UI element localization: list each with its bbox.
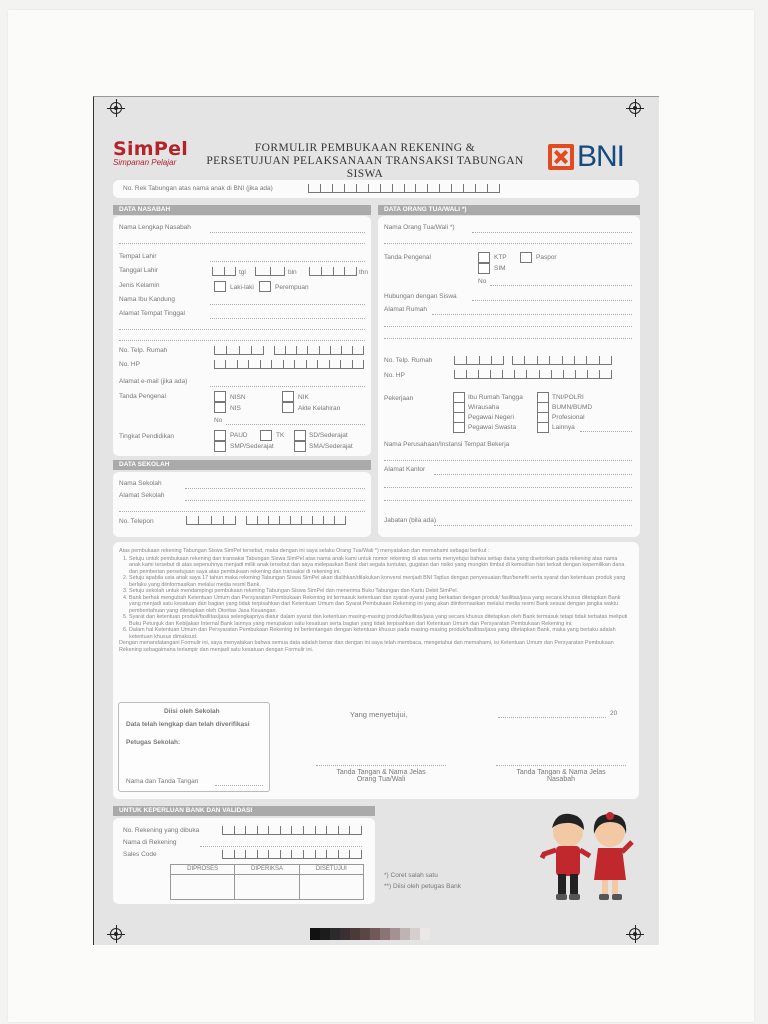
label-lainnya: Lainnya xyxy=(552,424,575,431)
label-alamat-sekolah: Alamat Sekolah xyxy=(119,492,165,499)
checkbox-lainnya[interactable] xyxy=(537,422,549,433)
label-hp: No. HP xyxy=(119,361,140,368)
label-alamat-kantor: Alamat Kantor xyxy=(384,466,426,473)
section-heading-nasabah: DATA NASABAH xyxy=(113,205,371,215)
form-title-line2: PERSETUJUAN PELAKSANAAN TRANSAKSI TABUNGAN SISWA xyxy=(206,155,524,180)
label-email: Alamat e-mail (jika ada) xyxy=(119,378,188,385)
label-perusahaan: Nama Perusahaan/Instansi Tempat Bekerja xyxy=(384,441,510,448)
checkbox-nis[interactable] xyxy=(214,402,226,413)
alamat-sekolah-field-2[interactable] xyxy=(119,511,365,512)
school-box-line1: Data telah lengkap dan telah diverifikasi xyxy=(126,721,250,728)
checkbox-swasta[interactable] xyxy=(453,422,465,433)
checkbox-perempuan[interactable] xyxy=(259,281,271,292)
bni-text: BNI xyxy=(577,140,625,173)
checkbox-sd[interactable] xyxy=(294,430,306,441)
checkbox-nik[interactable] xyxy=(282,391,294,402)
bln-input[interactable] xyxy=(255,267,285,276)
label-tgl: tgl xyxy=(239,269,246,276)
terms-item: 4. Bank berhak mengubah Ketentuan Umum dan Persyaratan Pembukaan Rekening ini termasuk ketentuan dan syarat-syarat yang berkaitan dengan produk/ fasilitas/jasa yang secara khusus ditetapkan Bank yang menjadi satu kesatuan dan bagian yang tidak terpisahkan dari Ketentuan Umum dan Syarat Pembukaan Rekening ini yang akan diinformasikan melalui media resmi Bank sesuai dengan jangka waktu pemberitahuan yang ditetapkan oleh Otoritas Jasa Keuangan. xyxy=(129,595,629,615)
account-label: No. Rek Tabungan atas nama anak di BNI (jika ada) xyxy=(123,185,273,192)
nasabah-signature-line1: Tanda Tangan & Nama Jelas xyxy=(516,769,606,776)
label-nama-ortu: Nama Orang Tua/Wali *) xyxy=(384,224,455,231)
label-paspor: Paspor xyxy=(536,254,557,261)
label-pekerjaan: Pekerjaan xyxy=(384,395,414,402)
checkbox-paud[interactable] xyxy=(214,430,226,441)
terms-item: 6. Dalam hal Ketentuan Umum dan Persyaratan Pembukaan Rekening ini bertentangan dengan ketentuan khusus pada masing-masing produk/fasilitas/jasa yang ditetapkan Bank, maka yang berlaku adalah ketentuan khusus dimaksud. xyxy=(129,627,629,640)
section-heading-bank: UNTUK KEPERLUAN BANK DAN VALIDASI xyxy=(113,806,375,816)
label-ibu-kandung: Nama Ibu Kandung xyxy=(119,296,176,303)
telp-rumah-ortu-input[interactable] xyxy=(512,356,612,365)
label-laki: Laki-laki xyxy=(230,284,254,291)
label-bumn: BUMN/BUMD xyxy=(552,404,593,411)
label-tingkat-pendidikan: Tingkat Pendidikan xyxy=(119,433,175,440)
checkbox-paspor[interactable] xyxy=(520,252,532,263)
perusahaan-field[interactable] xyxy=(384,460,632,461)
label-sma: SMA/Sederajat xyxy=(309,443,353,450)
no-rekening-dibuka-input[interactable] xyxy=(222,826,362,835)
label-akte: Akte Kelahiran xyxy=(298,405,341,412)
checkbox-laki[interactable] xyxy=(214,281,226,292)
terms-item: 3. Setuju sekolah untuk mendampingi pembukaan rekening Tabungan Siswa SimPel dan menerima Buku Tabungan dan Kartu Debit SimPel. xyxy=(129,588,629,595)
label-sales-code: Sales Code xyxy=(123,851,157,858)
tempat-lahir-field[interactable] xyxy=(210,261,365,262)
telepon-sekolah-input[interactable] xyxy=(246,516,346,525)
validation-table xyxy=(170,864,364,900)
label-jenis-kelamin: Jenis Kelamin xyxy=(119,282,160,289)
col-diperiksa: DIPERIKSA xyxy=(235,865,298,875)
lainnya-field[interactable] xyxy=(580,431,632,432)
label-thn: thn xyxy=(359,269,369,276)
nasabah-signature-line[interactable] xyxy=(496,765,626,766)
ortu-signature-line2: Orang Tua/Wali xyxy=(356,776,406,783)
logo-title: SimPel xyxy=(113,138,189,160)
hp-input[interactable] xyxy=(214,360,364,369)
bni-logo xyxy=(548,140,624,174)
col-diproses: DIPROSES xyxy=(171,865,234,875)
alamat-kantor-field[interactable] xyxy=(434,474,632,475)
label-sim: SIM xyxy=(494,265,506,272)
terms-item: 1. Setuju untuk pembukaan rekening dan transaksi Tabungan Siswa SimPel atas nama anak kami untuk nomor rekening di atas serta menyetujui bahwa setiap dana yang disetorkan pada rekening atas nama anak kami tersebut di atas sepenuhnya menjadi milik anak tersebut dan saya melepaskan Bank dari segala tuntutan, gugatan dan risiko yang mungkin timbul di kemudian hari terkait dengan kepemilikan dana dan pemberian persetujuan saya atas pembukaan rekening dan transaksi di rekening ini. xyxy=(129,556,629,576)
registration-mark-icon xyxy=(629,928,641,940)
email-field[interactable] xyxy=(210,386,365,387)
label-bln: bln xyxy=(288,269,297,276)
thn-input[interactable] xyxy=(309,267,357,276)
label-telp-rumah: No. Telp. Rumah xyxy=(119,347,168,354)
label-nama-sekolah: Nama Sekolah xyxy=(119,480,162,487)
telp-rumah-input[interactable] xyxy=(274,346,364,355)
students-illustration-icon xyxy=(536,808,638,906)
nama-rekening-field[interactable] xyxy=(200,846,362,847)
school-box-title: Diisi oleh Sekolah xyxy=(164,708,220,715)
alamat-kantor-field-3[interactable] xyxy=(384,500,632,501)
label-perempuan: Perempuan xyxy=(275,284,309,291)
label-ktp: KTP xyxy=(494,254,507,261)
checkbox-sma[interactable] xyxy=(294,441,306,452)
label-nik: NIK xyxy=(298,394,309,401)
checkbox-tk[interactable] xyxy=(260,430,272,441)
label-alamat: Alamat Tempat Tinggal xyxy=(119,310,185,317)
nasabah-signature-line2: Nasabah xyxy=(546,776,576,783)
date-field[interactable] xyxy=(498,717,606,718)
no-identitas-field[interactable] xyxy=(226,424,365,425)
ortu-signature-line[interactable] xyxy=(316,765,446,766)
label-telepon-sekolah: No. Telepon xyxy=(119,518,154,525)
terms-text xyxy=(119,548,629,654)
label-profesional: Profesional xyxy=(552,414,585,421)
label-no-rekening-dibuka: No. Rekening yang dibuka xyxy=(123,827,200,834)
terms-item: 5. Syarat dan ketentuan produk/fasilitas/jasa selengkapnya diatur dalam syarat dan ketentuan masing-masing produk/fasilitas/jasa yang secara khusus ditetapkan oleh Bank termasuk tetapi tidak terbatas meliputi Buku Petunjuk dan Kebijakan Internal Bank lainnya yang merupakan satu kesatuan serta bagian yang tidak terpisahkan dari Ketentuan Umum dan Persyaratan Pembukaan Rekening ini. xyxy=(129,614,629,627)
bni-mark-icon xyxy=(548,144,574,170)
label-hp-ortu: No. HP xyxy=(384,372,405,379)
note-coret: *) Coret salah satu xyxy=(384,872,438,879)
form-title xyxy=(200,142,530,181)
checkbox-ktp[interactable] xyxy=(478,252,490,263)
date-suffix: 20 xyxy=(610,710,618,717)
alamat-ortu-field-3[interactable] xyxy=(384,338,632,339)
hubungan-field[interactable] xyxy=(472,300,632,301)
nama-ortu-field-2[interactable] xyxy=(384,243,632,244)
checkbox-smp[interactable] xyxy=(214,441,226,452)
registration-mark-icon xyxy=(110,928,122,940)
label-tanda-pengenal-ortu: Tanda Pengenal xyxy=(384,254,431,261)
nasabah-signature-caption xyxy=(496,769,626,783)
telp-rumah-ortu-area-input[interactable] xyxy=(454,356,504,365)
ibu-kandung-field[interactable] xyxy=(210,304,365,305)
hp-ortu-input[interactable] xyxy=(454,370,612,379)
alamat-ortu-field[interactable] xyxy=(432,314,632,315)
label-smp: SMP/Sederajat xyxy=(230,443,274,450)
telp-rumah-area-input[interactable] xyxy=(214,346,264,355)
nasabah-box xyxy=(113,216,371,456)
label-alamat-ortu: Alamat Rumah xyxy=(384,306,427,313)
telepon-sekolah-area-input[interactable] xyxy=(186,516,236,525)
nama-nasabah-field-2[interactable] xyxy=(119,243,365,244)
label-tni: TNI/POLRI xyxy=(552,394,584,401)
logo-subtitle: Simpanan Pelajar xyxy=(113,158,177,167)
yang-menyetujui: Yang menyetujui, xyxy=(350,710,408,719)
alamat-ortu-field-2[interactable] xyxy=(384,326,632,327)
color-calibration-bar xyxy=(310,928,430,940)
checkbox-sim[interactable] xyxy=(478,263,490,274)
school-signature-field[interactable] xyxy=(215,785,263,786)
label-hubungan: Hubungan dengan Siswa xyxy=(384,293,457,300)
nama-nasabah-field[interactable] xyxy=(210,232,365,233)
label-jabatan: Jabatan (bila ada) xyxy=(384,517,437,524)
alamat-kantor-field-2[interactable] xyxy=(384,487,632,488)
form-title-line1: FORMULIR PEMBUKAAN REKENING & xyxy=(254,142,476,154)
label-nama-rekening: Nama di Rekening xyxy=(123,839,177,846)
ortu-signature-line1: Tanda Tangan & Nama Jelas xyxy=(336,769,426,776)
school-box-line3: Nama dan Tanda Tangan xyxy=(126,778,199,785)
nama-ortu-field[interactable] xyxy=(472,232,632,233)
nama-sekolah-field[interactable] xyxy=(185,488,365,489)
terms-list xyxy=(119,556,629,641)
section-heading-sekolah: DATA SEKOLAH xyxy=(113,460,371,470)
label-sd: SD/Sederajat xyxy=(309,432,348,439)
label-irt: Ibu Rumah Tangga xyxy=(468,394,523,401)
sales-code-input[interactable] xyxy=(222,850,362,859)
simpel-logo xyxy=(113,138,188,167)
label-tanggal-lahir: Tanggal Lahir xyxy=(119,267,159,274)
alamat-field-2[interactable] xyxy=(119,329,365,330)
tgl-input[interactable] xyxy=(212,267,236,276)
checkbox-nisn[interactable] xyxy=(214,391,226,402)
section-heading-ortu: DATA ORANG TUA/WALI *) xyxy=(378,205,640,215)
terms-intro: Atas pembukaan rekening Tabungan Siswa SimPel tersebut, maka dengan ini saya selaku Orang Tua/Wali *) menyatakan dan memahami sebagai berikut : xyxy=(119,548,490,554)
label-nis: NIS xyxy=(230,405,241,412)
note-petugas: **) Diisi oleh petugas Bank xyxy=(384,883,461,890)
label-nisn: NISN xyxy=(230,394,246,401)
terms-item: 2. Setuju apabila usia anak saya 17 tahun maka rekening Tabungan Siswa SimPel akan dialihkan/dilakukan konversi menjadi BNI Taplus dengan penyesuaian fitur/benefit serta syarat dan ketentuan produk yang berlaku yang diinformasikan melalui media resmi Bank. xyxy=(129,575,629,588)
label-no-ortu: No xyxy=(478,278,487,285)
col-disetujui: DISETUJUI xyxy=(300,865,363,875)
school-box-line2: Petugas Sekolah: xyxy=(126,739,181,746)
label-paud: PAUD xyxy=(230,432,248,439)
ortu-signature-caption xyxy=(316,769,446,783)
registration-mark-icon xyxy=(629,102,641,114)
jabatan-field[interactable] xyxy=(434,525,632,526)
label-pns: Pegawai Negeri xyxy=(468,414,514,421)
label-wiraswasta: Wirausaha xyxy=(468,404,500,411)
label-nama-nasabah: Nama Lengkap Nasabah xyxy=(119,224,191,231)
terms-closing: Dengan menandatangani Formulir ini, saya menyatakan bahwa semua data adalah benar dan dengan ini saya telah membaca, mengetahui dan memahami, isi Ketentuan Umum dan Persyaratan Pembukaan Rekening sebagaimana terlampir dan menjadi satu kesatuan dengan Formulir ini. xyxy=(119,640,614,653)
label-tk: TK xyxy=(276,432,285,439)
label-tanda-pengenal: Tanda Pengenal xyxy=(119,393,166,400)
label-telp-rumah-ortu: No. Telp. Rumah xyxy=(384,357,433,364)
no-identitas-ortu-field[interactable] xyxy=(490,285,632,286)
alamat-field[interactable] xyxy=(210,318,365,319)
alamat-field-3[interactable] xyxy=(119,340,365,341)
registration-mark-icon xyxy=(110,102,122,114)
checkbox-akte[interactable] xyxy=(282,402,294,413)
label-swasta: Pegawai Swasta xyxy=(468,424,517,431)
label-tempat-lahir: Tempat Lahir xyxy=(119,253,157,260)
account-number-input[interactable] xyxy=(308,184,500,193)
alamat-sekolah-field[interactable] xyxy=(185,500,365,501)
label-no-identitas: No xyxy=(214,417,223,424)
